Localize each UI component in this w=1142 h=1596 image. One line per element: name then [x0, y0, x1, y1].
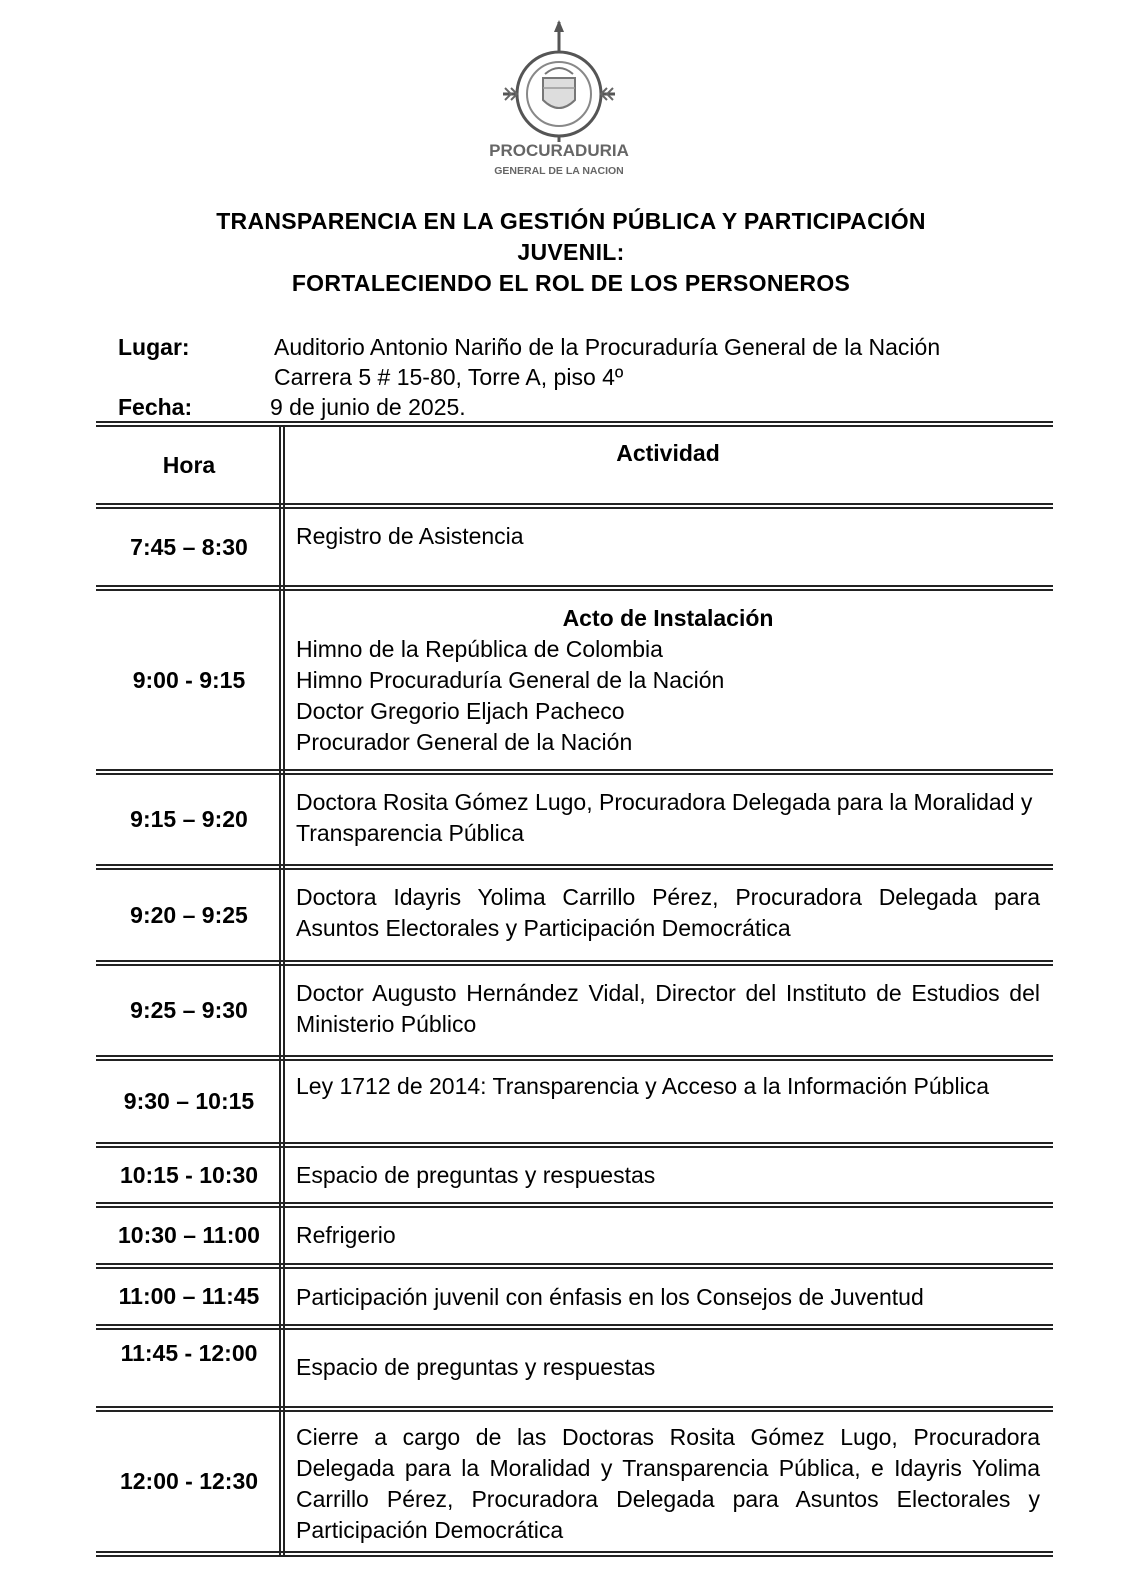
row-hora: 9:25 – 9:30 — [130, 997, 248, 1023]
row-actividad: Cierre a cargo de las Doctoras Rosita Gómez Lugo, Procuradora Delegada para la Moralidad y Transparencia Pública, e Idayris Yolima Carrillo Pérez, Procuradora Delegada para Asuntos Electorales y Participación Democrática — [296, 1424, 1040, 1543]
row-actividad: Doctor Augusto Hernández Vidal, Director del Instituto de Estudios del Ministerio Público — [296, 980, 1040, 1037]
row-actividad — [296, 603, 1040, 758]
row-hora: 9:00 - 9:15 — [132, 666, 246, 693]
logo-text-line1: PROCURADURIA — [489, 141, 629, 160]
title-line1: TRANSPARENCIA EN LA GESTIÓN PÚBLICA Y PARTICIPACIÓN — [216, 208, 926, 234]
procuraduria-seal-icon — [489, 18, 629, 188]
row-hora: 7:45 – 8:30 — [130, 533, 248, 560]
fecha-value: 9 de junio de 2025. — [270, 394, 466, 420]
procuraduria-logo — [489, 18, 629, 188]
row-actividad: Ley 1712 de 2014: Transparencia y Acceso a la Información Pública — [296, 1073, 989, 1099]
fecha-label: Fecha: — [118, 394, 193, 420]
table-rule — [96, 1324, 1053, 1330]
activity-line: Procurador General de la Nación — [296, 729, 633, 755]
row-hora: 11:00 – 11:45 — [118, 1283, 260, 1309]
row-hora: 9:15 – 9:20 — [130, 806, 248, 832]
activity-heading: Acto de Instalación — [562, 605, 774, 631]
row-actividad: Registro de Asistencia — [296, 523, 524, 549]
lugar-label: Lugar: — [118, 334, 190, 360]
row-hora: 10:30 – 11:00 — [118, 1222, 260, 1248]
row-hora: 9:30 – 10:15 — [123, 1088, 255, 1114]
lugar-line1: Auditorio Antonio Nariño de la Procuraduría General de la Nación — [274, 334, 941, 360]
row-actividad: Participación juvenil con énfasis en los Consejos de Juventud — [296, 1284, 924, 1310]
row-hora: 10:15 - 10:30 — [119, 1161, 259, 1188]
lugar-line2: Carrera 5 # 15-80, Torre A, piso 4º — [274, 364, 624, 390]
activity-line: Himno de la República de Colombia — [296, 636, 663, 662]
row-hora: 9:20 – 9:25 — [130, 901, 248, 928]
row-hora: 11:45 - 12:00 — [120, 1340, 258, 1366]
activity-line: Himno Procuraduría General de la Nación — [296, 667, 725, 693]
page-title — [120, 206, 1022, 299]
logo-text-line2: GENERAL DE LA NACION — [494, 165, 624, 177]
activity-line: Doctor Gregorio Eljach Pacheco — [296, 698, 625, 724]
row-actividad: Doctora Rosita Gómez Lugo, Procuradora Delegada para la Moralidad y Transparencia Pública — [296, 789, 1033, 846]
row-actividad: Refrigerio — [296, 1222, 396, 1248]
title-line3: FORTALECIENDO EL ROL DE LOS PERSONEROS — [291, 270, 851, 296]
table-rule — [96, 1551, 1053, 1557]
row-actividad: Espacio de preguntas y respuestas — [296, 1354, 656, 1380]
header-actividad: Actividad — [616, 440, 720, 466]
header-hora: Hora — [162, 451, 216, 478]
row-actividad: Espacio de preguntas y respuestas — [296, 1162, 656, 1188]
title-line2: JUVENIL: — [517, 239, 625, 265]
row-actividad: Doctora Idayris Yolima Carrillo Pérez, Procuradora Delegada para Asuntos Electorales y Participación Democrática — [296, 884, 1040, 941]
row-hora: 12:00 - 12:30 — [119, 1468, 259, 1494]
